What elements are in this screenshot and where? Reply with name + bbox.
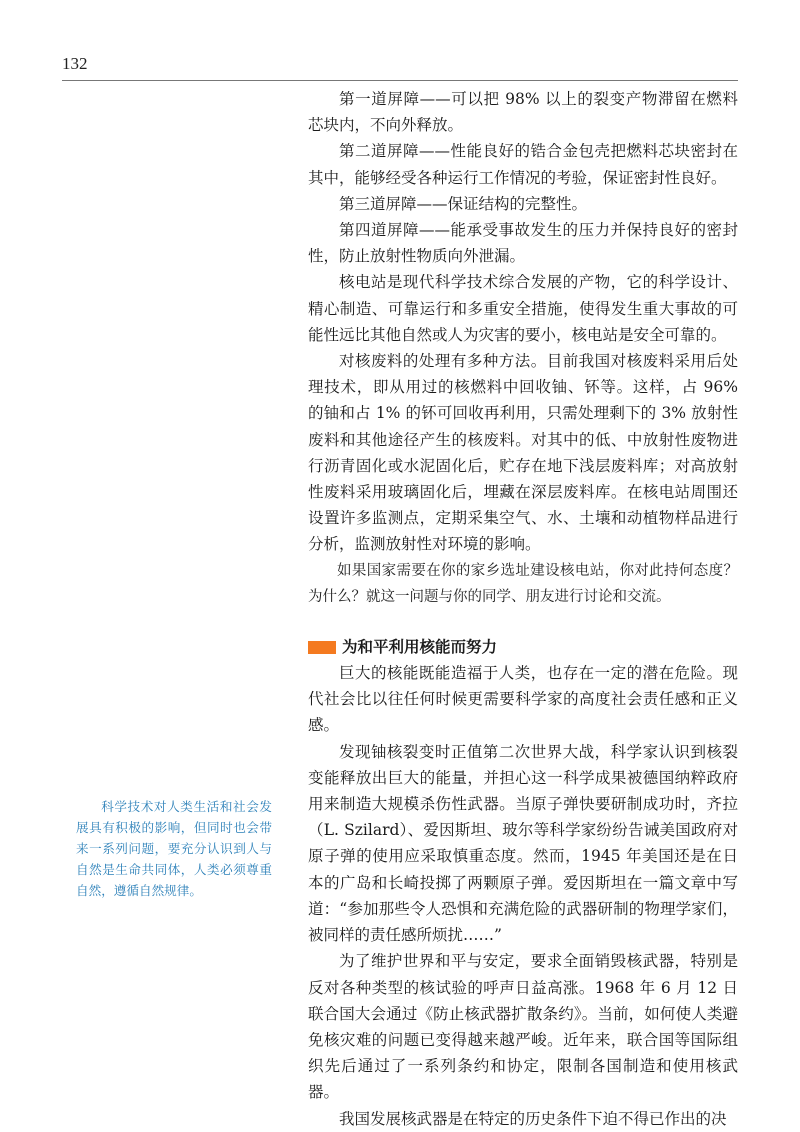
header-divider (62, 80, 738, 81)
paragraph-barrier-3: 第三道屏障——保证结构的完整性。 (339, 194, 588, 213)
paragraph-barrier-1: 第一道屏障——可以把 98% 以上的裂变产物滞留在燃料芯块内，不向外释放。 (308, 90, 738, 135)
sidebar-note: 科学技术对人类生活和社会发展具有积极的影响，但同时也会带来一系列问题，要充分认识到人与自然是生命共同体，人类必须尊重自然，遵循自然规律。 (76, 799, 272, 898)
paragraph-nuclear-waste: 对核废料的处理有多种方法。目前我国对核废料采用后处理技术，即从用过的核燃料中回收铀、钚等。这样，占 96% 的铀和占 1% 的钚可回收再利用，只需处理剩下的 3% 放射性废料和其他途径产生的核废料。对其中的低、中放射性废物进行沥青固化或水泥固化后，贮存在地下浅层废料库；对高放射性废料采用玻璃固化后，埋藏在深层废料库。在核电站周围还设置许多监测点，定期采集空气、水、土壤和动植物样品进行分析，监测放射性对环境的影响。 (308, 352, 738, 554)
paragraph-responsibility: 巨大的核能既能造福于人类，也存在一定的潜在危险。现代社会比以往任何时候更需要科学家的高度社会责任感和正义感。 (308, 664, 738, 735)
main-text-column (308, 86, 738, 1132)
paragraph-china: 我国发展核武器是在特定的历史条件下迫不得已作出的决 (339, 1109, 727, 1128)
paragraph-treaties: 为了维护世界和平与安定，要求全面销毁核武器，特别是反对各种类型的核试验的呼声日益高涨。1968 年 6 月 12 日联合国大会通过《防止核武器扩散条约》。当前，如何使人类避免核灾难的问题已变得越来越严峻。近年来，联合国等国际组织先后通过了一系列条约和协定，限制各国制造和使用核武器。 (308, 952, 738, 1102)
page-number: 132 (62, 54, 88, 73)
paragraph-nuclear-plant-safety: 核电站是现代科学技术综合发展的产物，它的科学设计、精心制造、可靠运行和多重安全措施，使得发生重大事故的可能性远比其他自然或人为灾害的要小，核电站是安全可靠的。 (308, 273, 738, 344)
paragraph-barrier-4: 第四道屏障——能承受事故发生的压力并保持良好的密封性，防止放射性物质向外泄漏。 (308, 221, 738, 266)
heading-marker (308, 641, 336, 654)
discussion-question: 如果国家需要在你的家乡选址建设核电站，你对此持何态度？为什么？就这一问题与你的同学、朋友进行讨论和交流。 (308, 562, 738, 605)
paragraph-barrier-2: 第二道屏障——性能良好的锆合金包壳把燃料芯块密封在其中，能够经受各种运行工作情况的考验，保证密封性良好。 (308, 142, 738, 187)
section-heading (308, 634, 738, 660)
section-heading-text: 为和平利用核能而努力 (342, 638, 498, 657)
paragraph-history: 发现铀核裂变时正值第二次世界大战，科学家认识到核裂变能释放出巨大的能量，并担心这一科学成果被德国纳粹政府用来制造大规模杀伤性武器。当原子弹快要研制成功时，齐拉（L. Szilard）、爱因斯坦、玻尔等科学家纷纷告诫美国政府对原子弹的使用应采取慎重态度。然而，1945 年美国还是在日本的广岛和长崎投掷了两颗原子弹。爱因斯坦在一篇文章中写道：“参加那些令人恐惧和充满危险的武器研制的物理学家们，被同样的责任感所烦扰……” (308, 742, 738, 945)
